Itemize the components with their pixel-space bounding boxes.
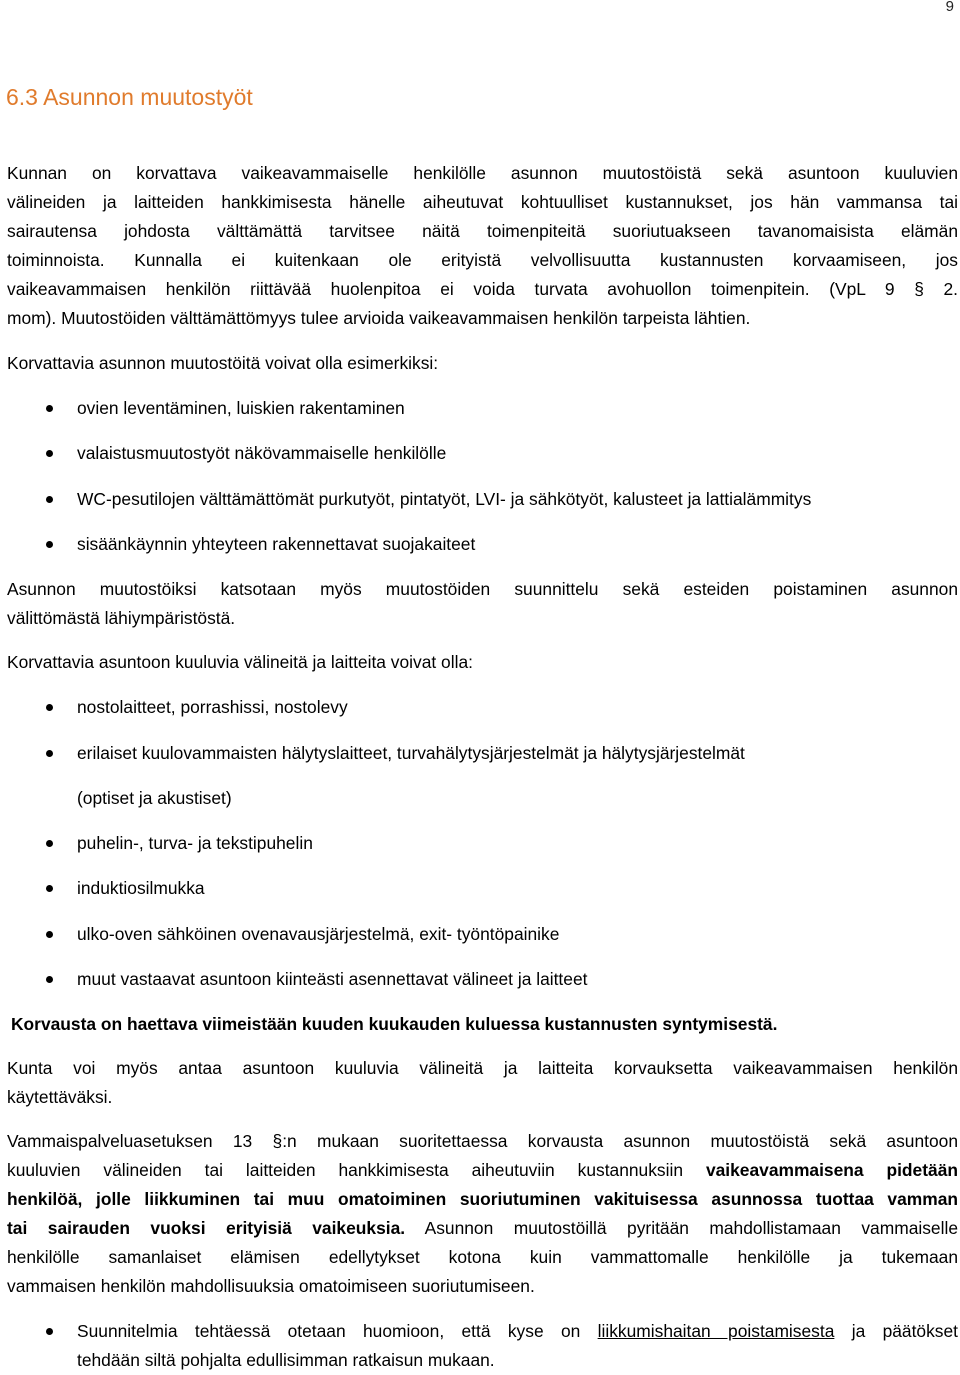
bullet-icon — [46, 885, 53, 892]
intro-text: Korvattavia asuntoon kuuluvia välineitä ja laitteita voivat olla: — [7, 652, 473, 672]
text-span: ja päätökset — [834, 1321, 958, 1341]
list-item-text: induktiosilmukka — [77, 878, 205, 898]
list-item-text: WC-pesutilojen välttämättömät purkutyöt, pintatyöt, LVI- ja sähkötyöt, kalusteet ja lattialämmitys — [77, 489, 812, 509]
bullet-icon — [46, 840, 53, 847]
paragraph-line — [7, 1214, 958, 1243]
list-item-text: erilaiset kuulovammaisten hälytyslaitteet, turvahälytysjärjestelmät ja hälytysjärjestelmät — [77, 743, 745, 763]
text-span: Asunnon muutostöillä pyritään mahdollistamaan vammaiselle — [405, 1218, 959, 1238]
paragraph-line: vaikeavammaisen henkilön riittävää huolenpitoa ei voida turvata avohuollon toimenpitein. (VpL 9 § 2. — [7, 279, 958, 299]
underlined-phrase: liikkumishaitan poistamisesta — [597, 1321, 835, 1341]
bold-span: vaikeavammaisena pidetään — [705, 1160, 958, 1180]
text-span: kuuluvien välineiden tai laitteiden hankkimisesta aiheutuviin kustannuksiin — [7, 1160, 706, 1180]
list-item-text: sisäänkäynnin yhteyteen rakennettavat suojakaiteet — [77, 534, 476, 554]
paragraph-line: henkilölle samanlaiset elämisen edellytykset kotona kuin vammattomalle henkilölle ja tukemaan — [7, 1247, 958, 1267]
list-intro-equipment — [7, 648, 958, 677]
paragraph-line: käytettäväksi. — [7, 1087, 113, 1107]
bullet-icon — [46, 496, 53, 503]
bullet-icon — [46, 931, 53, 938]
bold-span: tai sairauden vuoksi erityisiä vaikeuksia. — [7, 1218, 406, 1238]
bullet-icon — [46, 704, 53, 711]
paragraph-free-loan — [7, 1054, 958, 1112]
intro-text: Korvattavia asunnon muutostöitä voivat olla esimerkiksi: — [7, 353, 439, 373]
paragraph-line: tehdään siltä pohjalta edullisimman ratkaisun mukaan. — [77, 1350, 495, 1370]
bullet-icon — [46, 405, 53, 412]
paragraph-line: Kunta voi myös antaa asuntoon kuuluvia välineitä ja laitteita korvauksetta vaikeavammaisen henkilön — [7, 1058, 958, 1078]
paragraph-line: Vammaispalveluasetuksen 13 §:n mukaan suoritettaessa korvausta asunnon muutostöistä sekä asuntoon — [7, 1131, 958, 1151]
bullet-icon — [46, 1328, 53, 1335]
list-intro-renovations — [7, 349, 958, 378]
list-item-text: puhelin-, turva- ja tekstipuhelin — [77, 833, 313, 853]
list-item-text — [77, 1317, 958, 1375]
paragraph-line: vammaisen henkilön mahdollisuuksia omatoimiseen suoriutumiseen. — [7, 1276, 535, 1296]
list-item-text: ovien leventäminen, luiskien rakentaminen — [77, 398, 405, 418]
list-item-continuation: (optiset ja akustiset) — [77, 788, 232, 808]
text-span: Suunnitelmia tehtäessä otetaan huomioon, että kyse on — [77, 1321, 598, 1341]
paragraph-line: välineiden ja laitteiden hankkimisesta hänelle aiheutuvat kohtuulliset kustannukset, jos hän vammansa tai — [7, 192, 958, 212]
paragraph-line — [7, 1156, 958, 1185]
bullet-icon — [46, 976, 53, 983]
paragraph-line — [7, 1185, 958, 1214]
paragraph-line: sairautensa johdosta välttämättä tarvitsee näitä toimenpiteitä suoriutuakseen tavanomaisista elämän — [7, 221, 958, 241]
paragraph-design-work — [7, 575, 958, 633]
page-number: 9 — [945, 0, 954, 15]
bold-span: henkilöä, jolle liikkuminen tai muu omatoiminen suoriutuminen vakituisessa asunnossa tuottaa vamman — [7, 1189, 958, 1209]
paragraph-line: Kunnan on korvattava vaikeavammaiselle henkilölle asunnon muutostöistä sekä asuntoon kuuluvien — [7, 163, 958, 183]
list-item-text: ulko-oven sähköinen ovenavausjärjestelmä, exit- työntöpainike — [77, 924, 560, 944]
paragraph-line: toiminnoista. Kunnalla ei kuitenkaan ole erityistä velvollisuutta kustannusten korvaamiseen, jos — [7, 250, 958, 270]
paragraph-line: välittömästä lähiympäristöstä. — [7, 608, 236, 628]
list-item-text: valaistusmuutostyöt näkövammaiselle henkilölle — [77, 443, 447, 463]
paragraph-compensation-rule — [7, 159, 958, 333]
deadline-note — [11, 1010, 960, 1039]
deadline-note-text: Korvausta on haettava viimeistään kuuden kuukauden kuluessa kustannusten syntymisestä. — [11, 1014, 778, 1034]
paragraph-line — [77, 1317, 958, 1346]
paragraph-line: Asunnon muutostöiksi katsotaan myös muutostöiden suunnittelu sekä esteiden poistaminen asunnon — [7, 579, 958, 599]
paragraph-regulation — [7, 1127, 958, 1301]
list-item-text: muut vastaavat asuntoon kiinteästi asennettavat välineet ja laitteet — [77, 969, 588, 989]
bullet-icon — [46, 541, 53, 548]
list-item-text: nostolaitteet, porrashissi, nostolevy — [77, 697, 348, 717]
bullet-icon — [46, 750, 53, 757]
section-heading: 6.3 Asunnon muutostyöt — [6, 84, 253, 110]
paragraph-line: mom). Muutostöiden välttämättömyys tulee arvioida vaikeavammaisen henkilön tarpeista lähtien. — [7, 308, 751, 328]
bullet-icon — [46, 450, 53, 457]
